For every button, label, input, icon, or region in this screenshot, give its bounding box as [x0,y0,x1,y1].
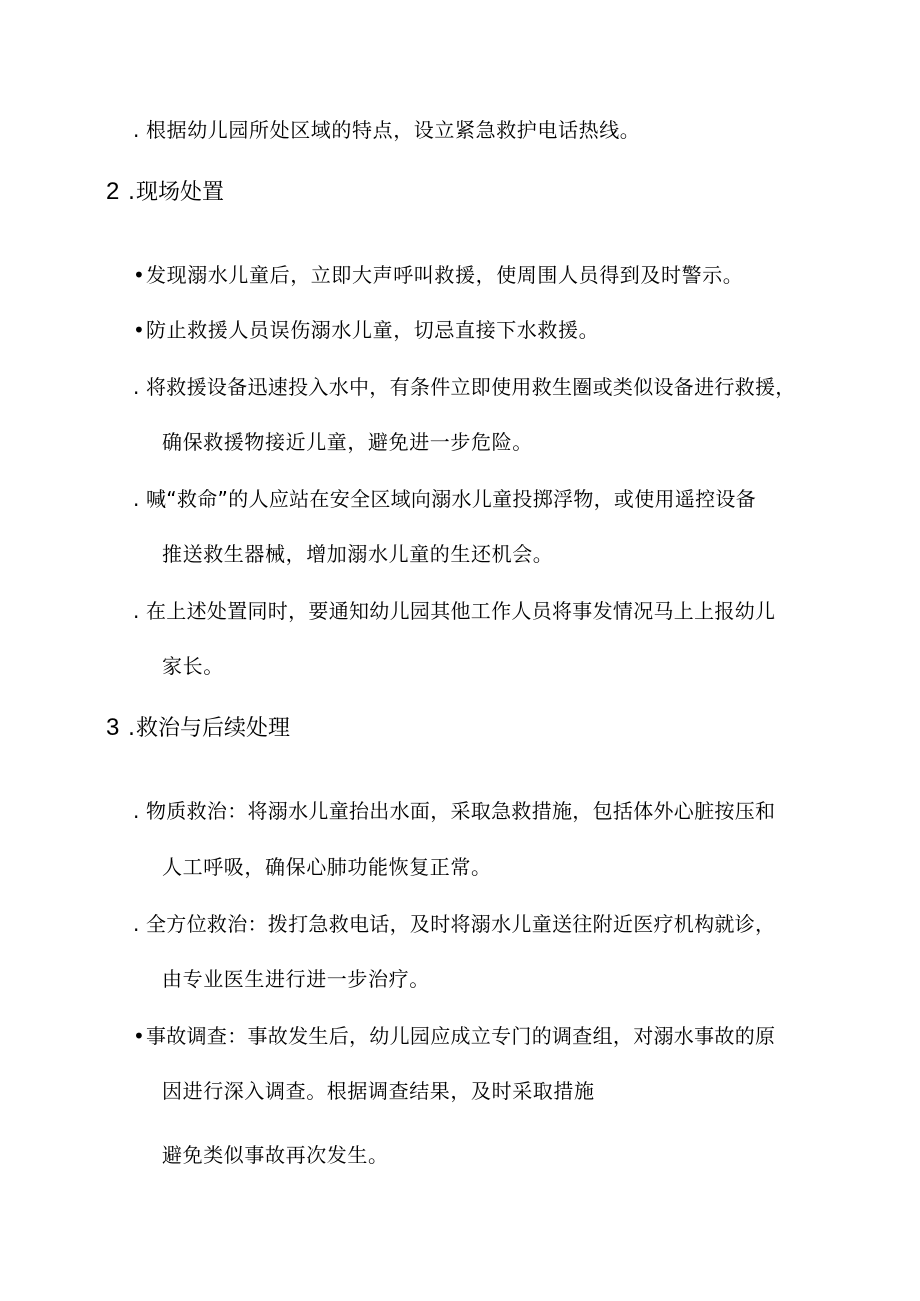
item-text: 因进行深入调查。根据调查结果，及时采取措施 [162,1079,595,1103]
item-text: 家长。 [162,654,224,678]
item-marker: . [133,912,140,936]
item-marker: • [133,1024,145,1048]
item-text: 物质救治：将溺水儿童抬出水面，采取急救措施，包括体外心脏按压和 [146,799,776,823]
item-text: 将救援设备迅速投入水中，有条件立即使用救生圈或类似设备进行救援， [146,375,796,399]
item-text: 人工呼吸，确保心肺功能恢复正常。 [162,855,492,879]
item-marker: . [133,118,140,142]
item-text: 确保救援物接近儿童，避免进一步危险。 [162,430,533,454]
item-text: 防止救援人员误伤溺水儿童，切忌直接下水救援。 [146,318,600,342]
item-marker: . [133,375,140,399]
item-marker: . [133,799,140,823]
item-text: 由专业医生进行进一步治疗。 [162,967,430,991]
section-heading: 3 .救治与后续处理 [106,714,291,741]
item-marker: • [133,263,145,287]
item-marker: . [133,599,140,623]
section-number: 3 [106,714,120,741]
item-text: 喊“救命”的人应站在安全区域向溺水儿童投掷浮物，或使用遥控设备 [146,487,757,511]
section-title: 现场处置 [136,180,225,205]
item-marker: • [133,318,145,342]
item-text: 避免类似事故再次发生。 [162,1143,389,1167]
item-text: 全方位救治：拨打急救电话，及时将溺水儿童送往附近医疗机构就诊， [146,912,776,936]
item-text: 发现溺水儿童后，立即大声呼叫救援，使周围人员得到及时警示。 [146,263,744,287]
section-number: 2 [106,178,120,205]
section-heading: 2 .现场处置 [106,178,225,205]
item-text: 根据幼儿园所处区域的特点，设立紧急救护电话热线。 [146,118,641,142]
item-text: 事故调查：事故发生后，幼儿园应成立专门的调查组，对溺水事故的原 [146,1024,776,1048]
item-text: 推送救生器械，增加溺水儿童的生还机会。 [162,542,554,566]
item-marker: . [133,487,140,511]
item-text: 在上述处置同时，要通知幼儿园其他工作人员将事发情况马上上报幼儿 [146,599,776,623]
section-title: 救治与后续处理 [136,716,291,741]
